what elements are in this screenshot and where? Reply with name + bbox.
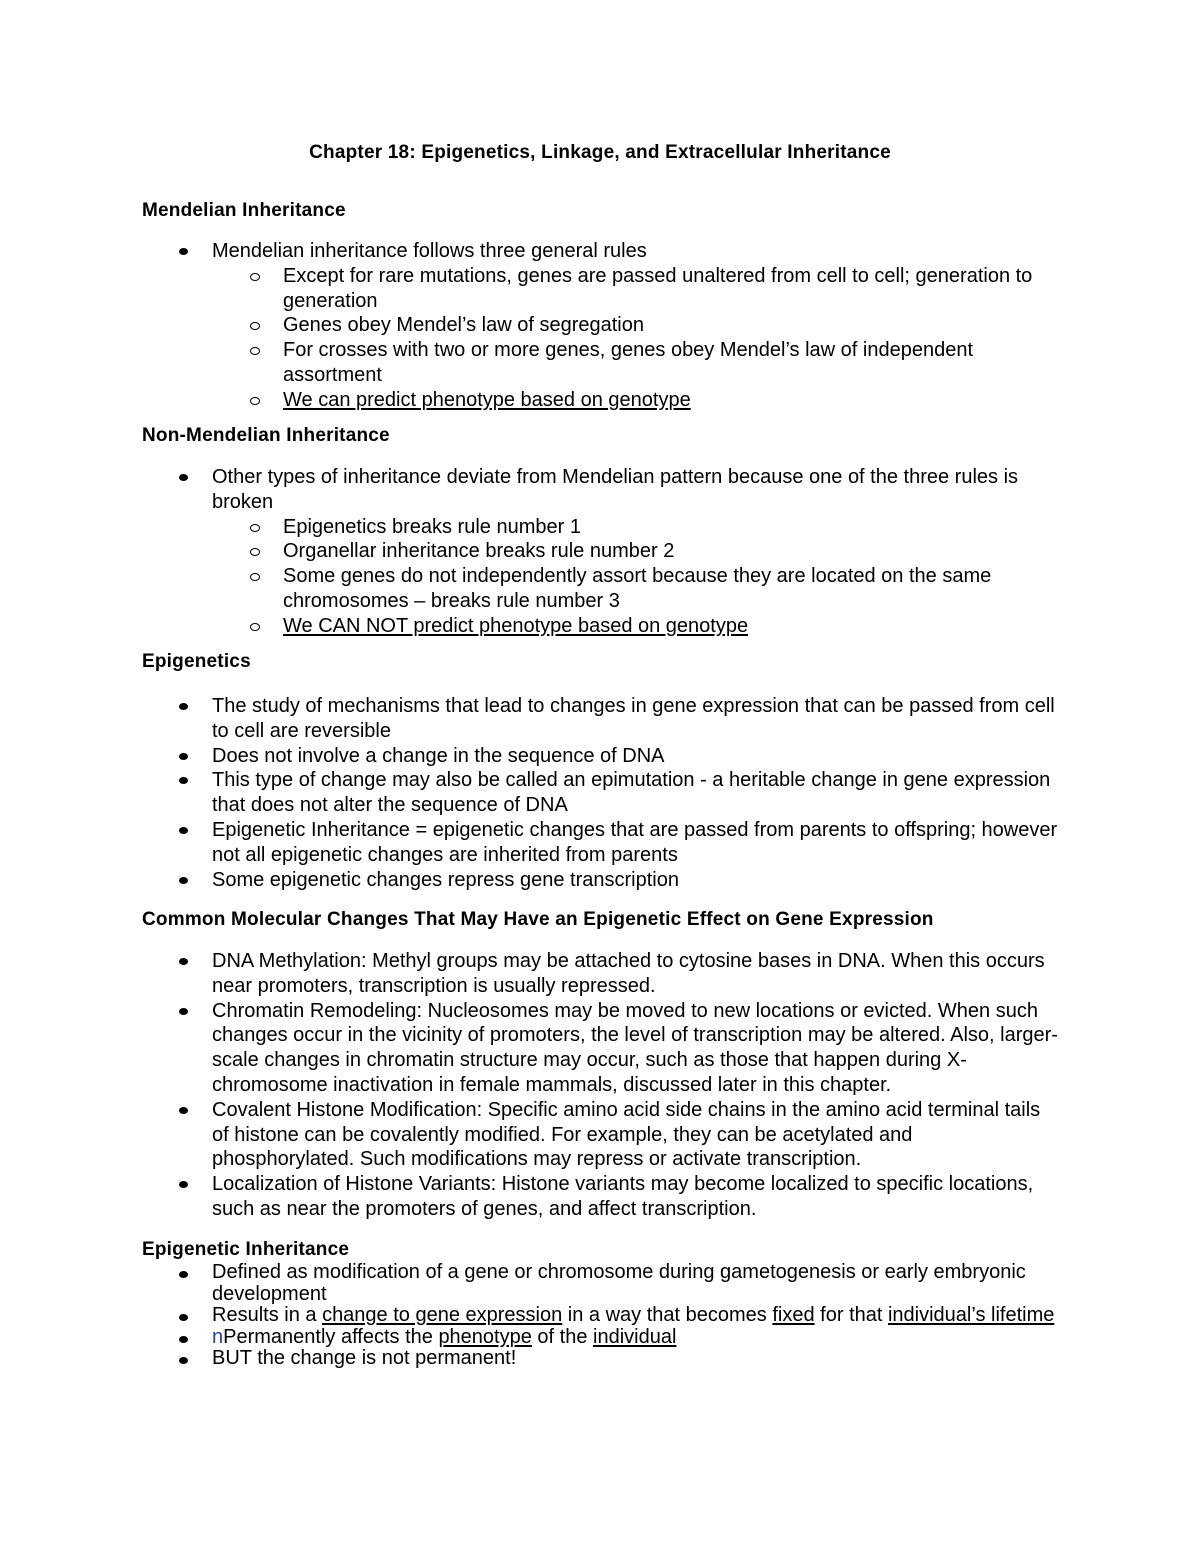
heading-mendelian: Mendelian Inheritance [142,200,346,221]
bullet-icon [179,958,188,965]
circle-bullet-icon [250,322,260,330]
bullet-icon [179,1107,188,1114]
circle-bullet-icon [250,573,260,581]
list-item: Defined as modification of a gene or chromosome during gametogenesis or early embryonic development [0,1262,1200,1305]
bullet-icon [179,877,188,884]
list-item: BUT the change is not permanent! [0,1348,1200,1370]
list-item: Epigenetic Inheritance = epigenetic changes that are passed from parents to offspring; however not all epigenetic changes are inherited from parents [0,818,1200,868]
circle-bullet-icon [250,623,260,631]
sub-list-item: Genes obey Mendel’s law of segregation [0,313,1200,338]
bullet-icon [179,777,188,784]
circle-bullet-icon [250,273,260,281]
bullet-icon [179,1314,188,1321]
list-item: This type of change may also be called an epimutation - a heritable change in gene expression that does not alter the sequence of DNA [0,768,1200,818]
circle-bullet-icon [250,347,260,355]
list-item: Chromatin Remodeling: Nucleosomes may be moved to new locations or evicted. When such changes occur in the vicinity of promoters, the level of transcription may be altered. Also, larger-scale changes in chromatin structure may occur, such as those that happen during X-chromosome inactivation in female mammals, discussed later in this chapter. [0,999,1200,1098]
heading-non-mendelian: Non-Mendelian Inheritance [142,425,390,446]
bullet-icon [179,1181,188,1188]
bullet-icon [179,753,188,760]
heading-epigenetics: Epigenetics [142,651,251,672]
bullet-icon [179,248,188,255]
mendelian-list [0,239,1200,413]
molecular-list [0,949,1200,1222]
list-item: Mendelian inheritance follows three general rules [0,239,1200,264]
circle-bullet-icon [250,397,260,405]
sub-list-item: We CAN NOT predict phenotype based on genotype [0,614,1200,639]
list-item: Results in a change to gene expression in a way that becomes fixed for that individual’s lifetime [0,1305,1200,1327]
sub-list-item: We can predict phenotype based on genotype [0,388,1200,413]
sub-list-item: Some genes do not independently assort because they are located on the same chromosomes – breaks rule number 3 [0,564,1200,614]
sub-list-item: Epigenetics breaks rule number 1 [0,515,1200,540]
circle-bullet-icon [250,548,260,556]
page-title: Chapter 18: Epigenetics, Linkage, and Extracellular Inheritance [309,142,891,163]
list-item: Covalent Histone Modification: Specific amino acid side chains in the amino acid terminal tails of histone can be covalently modified. For example, they can be acetylated and phosphorylated. Such modifications may repress or activate transcription. [0,1098,1200,1172]
heading-molecular-changes: Common Molecular Changes That May Have an Epigenetic Effect on Gene Expression [142,909,934,930]
non-mendelian-list [0,465,1200,639]
sub-list-item: Organellar inheritance breaks rule number 2 [0,539,1200,564]
bullet-icon [179,827,188,834]
epigenetic-inheritance-list [0,1262,1200,1370]
list-item: nPermanently affects the phenotype of the individual [0,1327,1200,1349]
list-item: DNA Methylation: Methyl groups may be attached to cytosine bases in DNA. When this occurs near promoters, transcription is usually repressed. [0,949,1200,999]
bullet-icon [179,1271,188,1278]
sub-list-item: For crosses with two or more genes, genes obey Mendel’s law of independent assortment [0,338,1200,388]
list-item: Some epigenetic changes repress gene transcription [0,868,1200,893]
bullet-icon [179,1008,188,1015]
sub-list-item: Except for rare mutations, genes are passed unaltered from cell to cell; generation to generation [0,264,1200,314]
epigenetics-list [0,694,1200,892]
circle-bullet-icon [250,524,260,532]
list-item: Does not involve a change in the sequence of DNA [0,744,1200,769]
list-item: Localization of Histone Variants: Histone variants may become localized to specific locations, such as near the promoters of genes, and affect transcription. [0,1172,1200,1222]
bullet-icon [179,1336,188,1343]
list-item: Other types of inheritance deviate from Mendelian pattern because one of the three rules is broken [0,465,1200,515]
list-item: The study of mechanisms that lead to changes in gene expression that can be passed from cell to cell are reversible [0,694,1200,744]
heading-epigenetic-inheritance: Epigenetic Inheritance [142,1239,350,1260]
bullet-icon [179,474,188,481]
bullet-icon [179,1357,188,1364]
bullet-icon [179,703,188,710]
